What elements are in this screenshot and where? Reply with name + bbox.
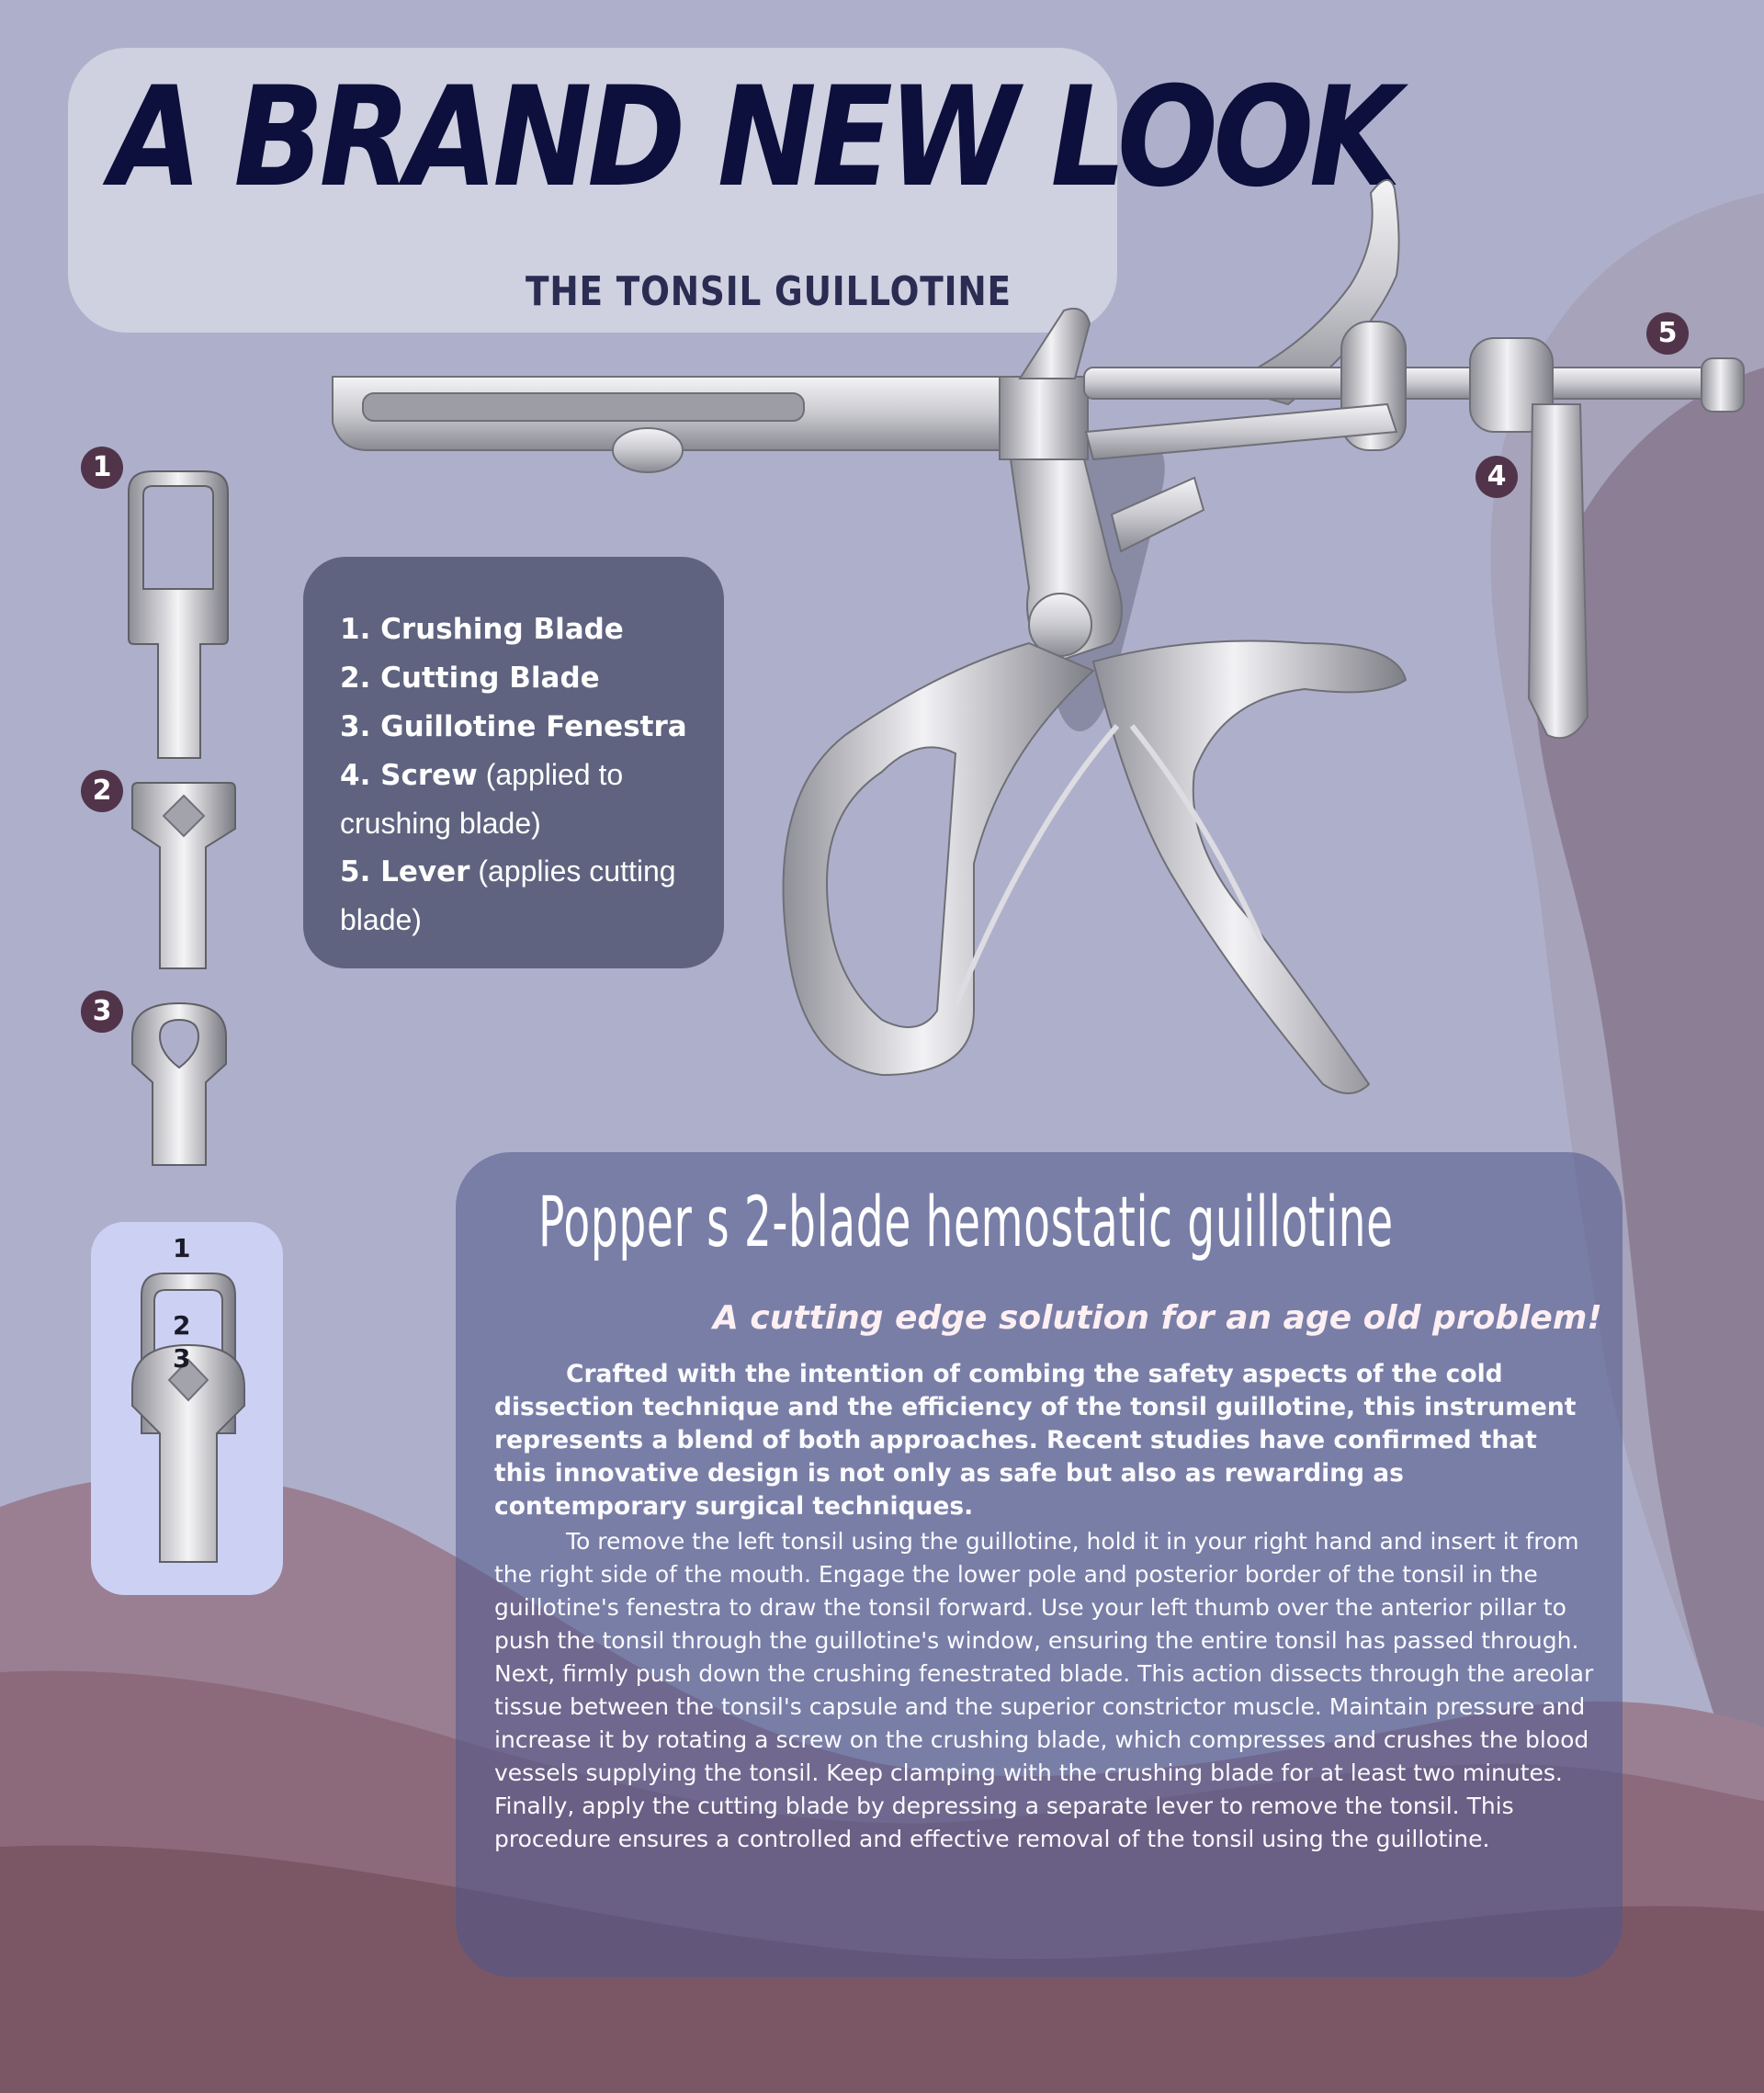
fenestra-illustration	[129, 1000, 230, 1171]
lever	[1529, 404, 1588, 738]
procedure-paragraph-3: Finally, apply the cutting blade by depressing a separate lever to remove the tonsil. This procedure ensures a controlled and effective removal of the tonsil using the guillotine.	[494, 1793, 1514, 1852]
product-heading: Popper s 2-blade hemostatic guillotine	[538, 1181, 1394, 1262]
finger-handle	[1093, 641, 1406, 1094]
page-title: A BRAND NEW LOOK	[110, 58, 1396, 218]
intro-paragraph: Crafted with the intention of combing the safety aspects of the cold dissection technique and the efficiency of the tonsil guillotine, this instrument represents a blend of both approaches. Recent studies have confirmed that this innovative design is not only as safe but also as rewarding as contemporary surgical techniques.	[494, 1360, 1577, 1521]
rail-rivet	[613, 428, 683, 472]
legend-item-crushing-blade: 1. Crushing Blade	[340, 613, 624, 646]
blade-housing	[1000, 377, 1088, 459]
badge-screw: 4	[1476, 456, 1518, 498]
assembly-label-1: 1	[173, 1233, 191, 1263]
procedure-paragraph-2: Next, firmly push down the crushing fenestrated blade. This action dissects through the areolar tissue between the tonsil's capsule and the superior constrictor muscle. Maintain pressure and increase it by rotating a screw on the crushing blade, which compresses and crushes the blood vessels supplying the tonsil. Keep clamping with the crushing blade for at least two minutes.	[494, 1660, 1594, 1786]
procedure-text	[494, 1525, 1597, 1856]
badge-cutting-blade: 2	[81, 770, 123, 812]
cutting-blade-illustration	[129, 779, 239, 974]
finger-rest	[1020, 309, 1090, 379]
legend-item-fenestra: 3. Guillotine Fenestra	[340, 710, 687, 743]
legend-item-screw: 4. Screw (applied to crushing blade)	[340, 758, 624, 840]
badge-lever: 5	[1646, 312, 1689, 355]
page-subtitle: THE TONSIL GUILLOTINE	[526, 268, 1012, 315]
legend-item-lever: 5. Lever (applies cutting blade)	[340, 854, 676, 936]
product-tagline: A cutting edge solution for an age old problem!	[713, 1299, 1602, 1337]
badge-fenestra: 3	[81, 990, 123, 1033]
parts-legend	[303, 557, 724, 968]
legend-item-cutting-blade: 2. Cutting Blade	[340, 662, 600, 695]
procedure-paragraph-1: To remove the left tonsil using the guillotine, hold it in your right hand and insert it from the right side of the mouth. Engage the lower pole and posterior border of the tonsil in the guillotine's fenestra to draw the tonsil forward. Use your left thumb over the anterior pillar to push the tonsil through the guillotine's window, ensuring the entire tonsil has passed through.	[494, 1528, 1579, 1654]
assembly-label-2: 2	[173, 1310, 191, 1341]
badge-crushing-blade: 1	[81, 447, 123, 489]
crushing-blade-illustration	[119, 464, 239, 767]
ring-handle	[784, 643, 1094, 1075]
assembly-label-3: 3	[173, 1343, 191, 1374]
